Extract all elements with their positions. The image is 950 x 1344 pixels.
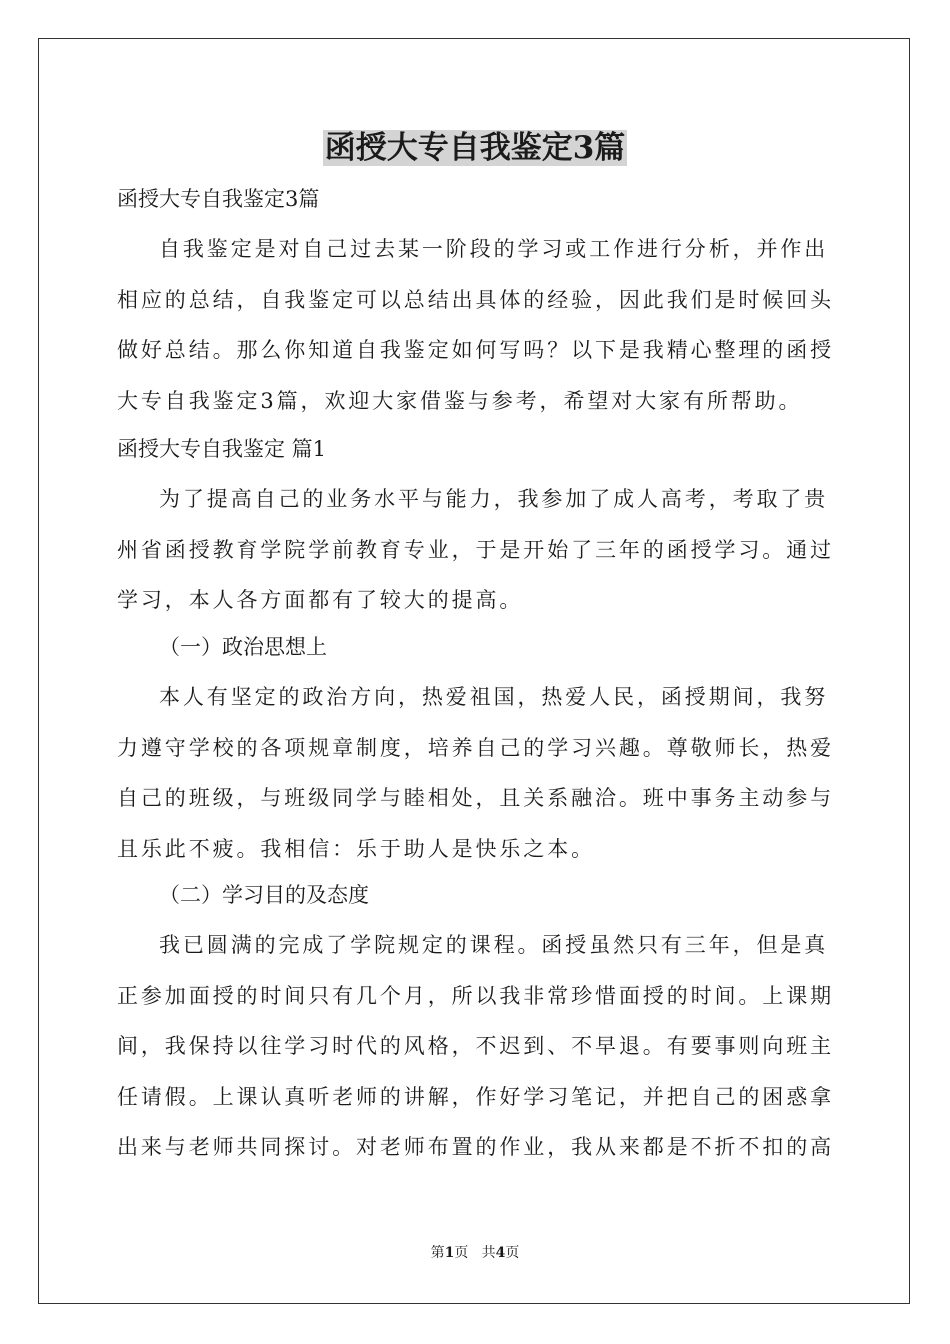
document-title-text: 函授大专自我鉴定3篇: [324, 130, 626, 166]
page-number: 1: [444, 1245, 455, 1261]
page-suffix: 页: [454, 1245, 469, 1261]
paragraph-1: 为了提高自己的业务水平与能力，我参加了成人高考，考取了贵州省函授教育学院学前教育专业，于是开始了三年的函授学习。通过学习，本人各方面都有了较大的提高。: [117, 487, 834, 612]
intro-paragraph: 自我鉴定是对自己过去某一阶段的学习或工作进行分析，并作出相应的总结，自我鉴定可以总结出具体的经验，因此我们是时候回头做好总结。那么你知道自我鉴定如何写吗？以下是我精心整理的函授大专自我鉴定3篇，欢迎大家借鉴与参考，希望对大家有所帮助。: [117, 237, 834, 413]
section-heading-1: 函授大专自我鉴定 篇1: [117, 437, 327, 461]
total-prefix: 共: [481, 1245, 496, 1261]
subheading-1: （一）政治思想上: [159, 635, 327, 659]
paragraph-3: 我已圆满的完成了学院规定的课程。函授虽然只有三年，但是真正参加面授的时间只有几个月，所以我非常珍惜面授的时间。上课期间，我保持以往学习时代的风格，不迟到、不早退。有要事则向班主任请假。上课认真听老师的讲解，作好学习笔记，并把自己的困惑拿出来与老师共同探讨。对老师布置的作业，我从来都是不折不扣的高: [117, 933, 834, 1159]
document-title: [0, 128, 950, 168]
page-prefix: 第: [430, 1245, 445, 1261]
subheading-2: （二）学习目的及态度: [159, 883, 369, 907]
total-pages: 4: [495, 1245, 506, 1261]
document-subtitle: 函授大专自我鉴定3篇: [117, 187, 320, 211]
total-suffix: 页: [505, 1245, 520, 1261]
page-footer: [0, 1243, 950, 1263]
paragraph-2: 本人有坚定的政治方向，热爱祖国，热爱人民，函授期间，我努力遵守学校的各项规章制度，培养自己的学习兴趣。尊敬师长，热爱自己的班级，与班级同学与睦相处，且关系融洽。班中事务主动参与且乐此不疲。我相信：乐于助人是快乐之本。: [117, 685, 834, 861]
